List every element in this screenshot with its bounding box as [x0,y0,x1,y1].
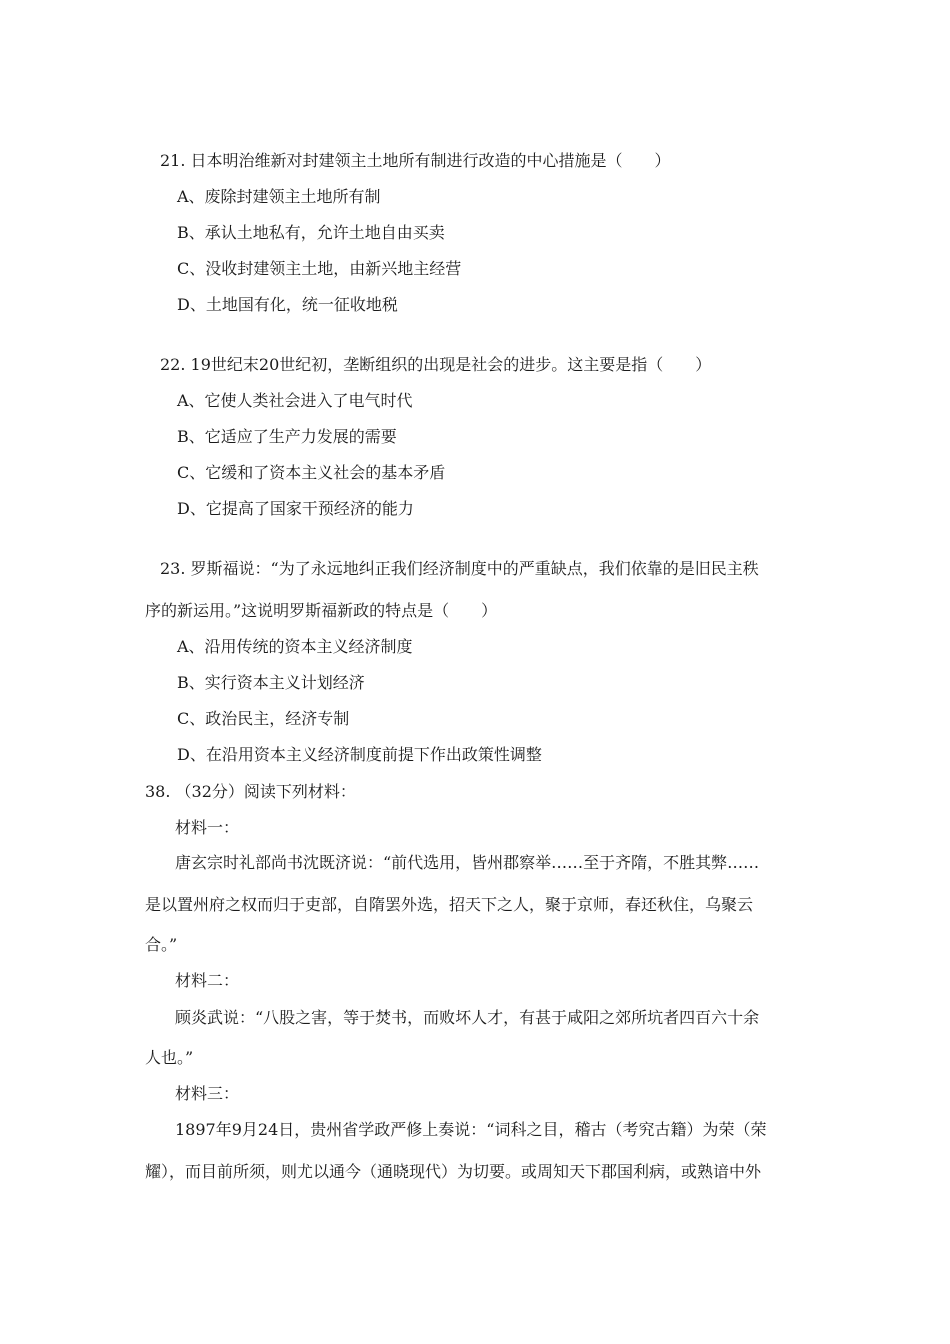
question-23-stem-line-2: 序的新运用。”这说明罗斯福新政的特点是（ ） [145,601,498,620]
question-22-option-c: C、它缓和了资本主义社会的基本矛盾 [177,463,446,482]
question-22-option-b: B、它适应了生产力发展的需要 [177,427,397,446]
material-2-title: 材料二： [175,971,240,990]
material-2-line-1: 顾炎武说：“八股之害，等于焚书，而败坏人才，有甚于咸阳之郊所坑者四百六十余 [175,1008,760,1027]
question-22-option-a: A、它使人类社会进入了电气时代 [177,391,413,410]
question-22-option-d: D、它提高了国家干预经济的能力 [177,499,414,518]
question-21-option-c: C、没收封建领主土地，由新兴地主经营 [177,259,462,278]
material-1-line-1: 唐玄宗时礼部尚书沈既济说：“前代选用，皆州郡察举……至于齐隋，不胜其弊…… [175,853,760,872]
question-21-option-a: A、废除封建领主土地所有制 [177,187,381,206]
question-23-option-d: D、在沿用资本主义经济制度前提下作出政策性调整 [177,745,542,764]
question-21-stem: 21. 日本明治维新对封建领主土地所有制进行改造的中心措施是（ ） [160,151,671,170]
question-38-header: 38. （32分）阅读下列材料： [145,782,356,801]
question-23-stem-line-1: 23. 罗斯福说：“为了永远地纠正我们经济制度中的严重缺点，我们依靠的是旧民主秩 [160,559,759,578]
question-21-option-d: D、土地国有化，统一征收地税 [177,295,398,314]
question-21-option-b: B、承认土地私有，允许土地自由买卖 [177,223,445,242]
material-1-line-2: 是以置州府之权而归于吏部，自隋罢外选，招天下之人，聚于京师，春还秋住，乌聚云 [145,895,754,914]
material-3-title: 材料三： [175,1084,240,1103]
question-23-option-c: C、政治民主，经济专制 [177,709,350,728]
material-1-line-3: 合。” [145,935,178,954]
material-1-title: 材料一： [175,818,240,837]
question-22-stem: 22. 19世纪末20世纪初，垄断组织的出现是社会的进步。这主要是指（ ） [160,355,712,374]
material-2-line-2: 人也。” [145,1048,194,1067]
material-3-line-2: 耀），而目前所须，则尤以通今（通晓现代）为切要。或周知天下郡国利病，或熟谙中外 [145,1162,762,1181]
question-23-option-a: A、沿用传统的资本主义经济制度 [177,637,413,656]
material-3-line-1: 1897年9月24日，贵州省学政严修上奏说：“词科之目，稽古（考究古籍）为荣（荣 [175,1120,767,1139]
question-23-option-b: B、实行资本主义计划经济 [177,673,365,692]
